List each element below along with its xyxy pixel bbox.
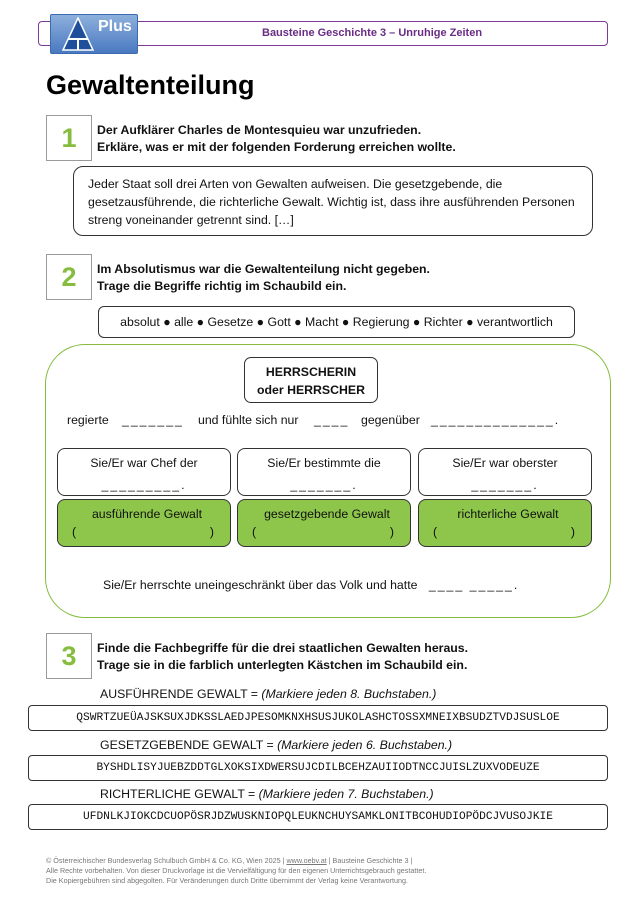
- ruler-line2: oder HERRSCHER: [257, 383, 365, 397]
- power-executive[interactable]: [57, 499, 231, 547]
- role-text: Sie/Er war oberster: [452, 456, 558, 470]
- puzzle-label: GESETZGEBENDE GEWALT =: [100, 738, 278, 752]
- letter-puzzle-judicial[interactable]: UFDNLKJIOKCDCUOPÖSRJDZWUSKNIOPQLEUKNCHUYSAMKLONITBCOHUDIOPÖDCJVUSOJKIE: [28, 804, 608, 830]
- puzzle-hint: (Markiere jeden 8. Buchstaben.): [261, 687, 437, 701]
- role-blank[interactable]: _________.: [101, 478, 187, 492]
- task2-line1: Im Absolutismus war die Gewaltenteilung nicht gegeben.: [97, 262, 430, 276]
- letter-puzzle-executive[interactable]: QSWRTZUEÜAJSKSUXJDKSSLAEDJPESOMKNXHSUSJUKOLASHCTOSSXMNEIXBSUDZTVDJSUSLOE: [28, 705, 608, 731]
- sentence-part1: regierte: [67, 413, 109, 427]
- footer-link[interactable]: www.oebv.at: [286, 856, 327, 865]
- montesquieu-quote: Jeder Staat soll drei Arten von Gewalten aufweisen. Die gesetzgebende, die gesetzausführende, die richterliche Gewalt. Wichtig ist, dass ihre ausführenden Personen streng voneinander getrennt sind. […]: [73, 166, 593, 236]
- power-label: gesetzgebende Gewalt: [264, 507, 390, 521]
- task2-instructions: [97, 261, 430, 295]
- puzzle-label: AUSFÜHRENDE GEWALT =: [100, 687, 262, 701]
- sentence-part3: gegenüber: [361, 413, 420, 427]
- letter-puzzle-legislative[interactable]: BYSHDLISYJUEBZDDTGLXOKSIXDWERSUJCDILBCEHZAUIIODTNCCJUISLZUXVODEUZE: [28, 755, 608, 781]
- task3-line2: Trage sie in die farblich unterlegten Kästchen im Schaubild ein.: [97, 658, 468, 672]
- paren-open: (: [252, 525, 257, 539]
- blank-3[interactable]: ______________.: [431, 413, 561, 427]
- footer-series: | Bausteine Geschichte 3 |: [326, 856, 413, 865]
- task3-instructions: [97, 640, 468, 674]
- bottom-text: Sie/Er herrschte uneingeschränkt über das Volk und hatte: [103, 578, 418, 592]
- bottom-sentence: [103, 578, 519, 592]
- puzzle-label: RICHTERLICHE GEWALT =: [100, 787, 259, 801]
- power-label: richterliche Gewalt: [457, 507, 559, 521]
- role-executive: [57, 448, 231, 496]
- page-title: Gewaltenteilung: [46, 70, 255, 100]
- task2-line2: Trage die Begriffe richtig im Schaubild ein.: [97, 279, 347, 293]
- footer-rights: Alle Rechte vorbehalten. Von dieser Druckvorlage ist die Vervielfältigung für den eigenen Unterrichtsgebrauch gestattet.: [46, 866, 427, 875]
- blank-1[interactable]: _______: [122, 413, 184, 427]
- paren-open: (: [72, 525, 77, 539]
- puzzle2-label: [100, 738, 452, 752]
- task3-line1: Finde die Fachbegriffe für die drei staatlichen Gewalten heraus.: [97, 641, 469, 655]
- role-judicial: [418, 448, 592, 496]
- task1-line1: Der Aufklärer Charles de Montesquieu war unzufrieden.: [97, 123, 422, 137]
- power-legislative[interactable]: [237, 499, 411, 547]
- paren-close: ): [570, 525, 575, 539]
- puzzle-hint: (Markiere jeden 7. Buchstaben.): [258, 787, 434, 801]
- ruler-line1: HERRSCHERIN: [265, 365, 357, 379]
- logo-text: Plus: [98, 18, 132, 35]
- paren-close: ): [209, 525, 214, 539]
- role-blank[interactable]: _______.: [471, 478, 539, 492]
- task3-number: 3: [46, 633, 92, 679]
- power-judicial[interactable]: [418, 499, 592, 547]
- footer-disclaimer: Die Kopiergebühren sind abgegolten. Für Veränderungen durch Dritte übernimmt der Verlag keine Verantwortung.: [46, 876, 408, 885]
- paren-close: ): [389, 525, 394, 539]
- footer-copyright: © Österreichischer Bundesverlag Schulbuch GmbH & Co. KG, Wien 2025 |: [46, 856, 287, 865]
- role-blank[interactable]: _______.: [290, 478, 358, 492]
- puzzle3-label: [100, 787, 434, 801]
- puzzle1-label: [100, 687, 436, 701]
- role-text: Sie/Er war Chef der: [90, 456, 198, 470]
- paren-open: (: [433, 525, 438, 539]
- role-legislative: [237, 448, 411, 496]
- sentence-part2: und fühlte sich nur: [198, 413, 299, 427]
- triangle-logo-icon: [62, 17, 94, 51]
- ruler-box: [244, 357, 378, 403]
- header-title: Bausteine Geschichte 3 – Unruhige Zeiten: [262, 27, 483, 39]
- role-text: Sie/Er bestimmte die: [267, 456, 381, 470]
- task1-line2: Erkläre, was er mit der folgenden Forderung erreichen wollte.: [97, 140, 456, 154]
- power-label: ausführende Gewalt: [91, 507, 203, 521]
- footer: [46, 856, 426, 886]
- task1-instructions: [97, 122, 456, 156]
- bottom-blank[interactable]: ____ _____.: [428, 578, 520, 592]
- blank-2[interactable]: ____: [314, 413, 350, 427]
- task2-number: 2: [46, 254, 92, 300]
- word-bank: absolut ● alle ● Gesetze ● Gott ● Macht ● Regierung ● Richter ● verantwortlich: [98, 306, 575, 338]
- puzzle-hint: (Markiere jeden 6. Buchstaben.): [277, 738, 453, 752]
- task1-number: 1: [46, 115, 92, 161]
